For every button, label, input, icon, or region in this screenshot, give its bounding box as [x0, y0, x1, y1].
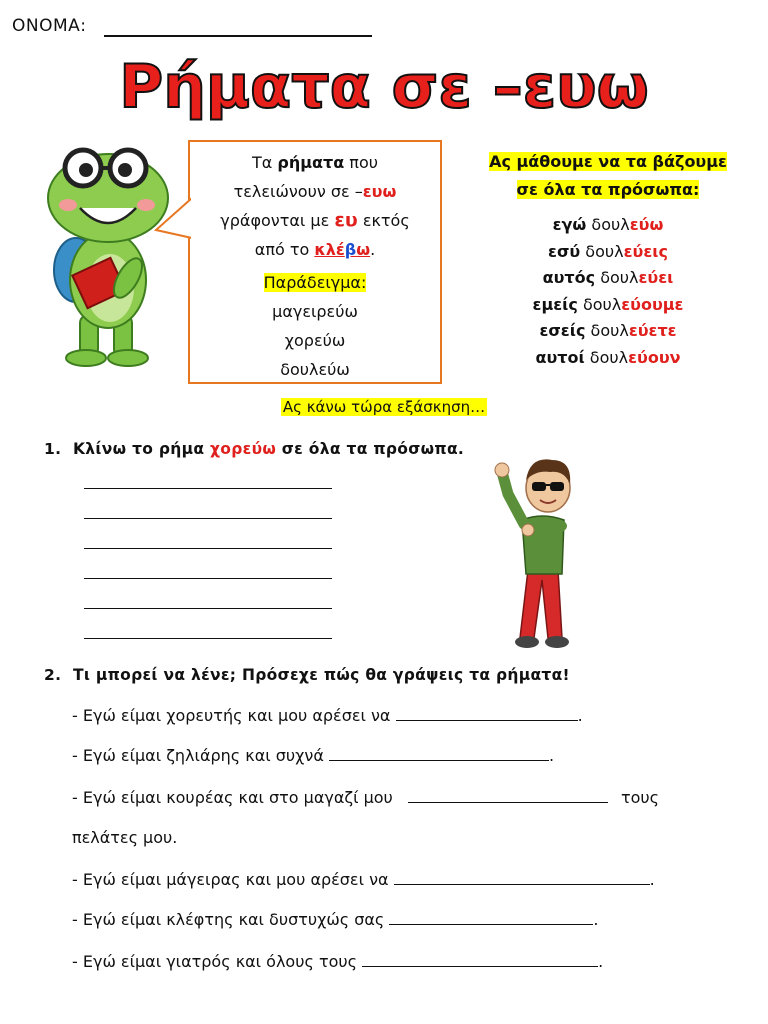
sentence-5	[72, 910, 599, 929]
heading-line: Ας μάθουμε να τα βάζουμε	[489, 152, 727, 171]
rule-exception	[314, 240, 370, 259]
ending: εύουμε	[621, 294, 684, 314]
rule-keyword: ρήματα	[277, 153, 345, 172]
pronoun: εσύ	[548, 241, 581, 261]
sentence-text: πελάτες μου.	[72, 828, 178, 847]
sentence-text: - Εγώ είμαι χορευτής και μου αρέσει να	[72, 706, 391, 725]
dancing-boy-illustration	[490, 450, 600, 650]
practice-label: Ας κάνω τώρα εξάσκηση…	[282, 398, 486, 416]
example-label-row	[190, 268, 440, 297]
example-item: δουλεύω	[280, 360, 350, 379]
example-item: χορεύω	[284, 331, 346, 350]
stem: δουλ	[585, 321, 629, 340]
rule-text: εκτός	[357, 211, 410, 230]
sentence-end: .	[548, 746, 555, 765]
exercise-text: Τι μπορεί να λένε; Πρόσεχε πώς θα γράψεις τα ρήματα!	[72, 666, 570, 684]
example-item: μαγειρεύω	[272, 302, 358, 321]
exercise-number: 2.	[44, 666, 62, 684]
rule-line-4	[190, 235, 440, 264]
rule-eu: ευ	[334, 209, 358, 231]
sentence-4	[72, 870, 655, 889]
conjugation-list	[458, 212, 758, 371]
sentence-1	[72, 706, 583, 725]
conjugation-row	[458, 345, 758, 372]
conjugation-row	[458, 212, 758, 239]
rule-line-1	[190, 148, 440, 177]
conjugation-heading	[458, 148, 758, 204]
rule-text: γράφονται με	[220, 211, 335, 230]
exercise-verb: χορεύω	[210, 440, 277, 458]
pronoun: εγώ	[552, 215, 587, 234]
answer-blank[interactable]	[396, 719, 578, 721]
sentence-text: - Εγώ είμαι κλέφτης και δυστυχώς σας	[72, 910, 385, 929]
answer-line[interactable]	[84, 518, 332, 519]
pronoun: αυτός	[542, 268, 596, 287]
pronoun: εμείς	[532, 294, 578, 314]
answer-blank[interactable]	[329, 759, 549, 761]
example-label: Παράδειγμα:	[263, 273, 367, 292]
ending: εύουν	[628, 347, 681, 367]
exercise-1-prompt	[44, 440, 464, 458]
exception-part: κλέ	[314, 240, 345, 259]
stem: δουλ	[586, 215, 630, 234]
conjugation-row	[458, 265, 758, 292]
sentence-end: .	[593, 910, 599, 929]
ending: εύετε	[628, 321, 677, 340]
conjugation-row	[458, 318, 758, 345]
rule-text: από το	[254, 240, 315, 259]
speech-tail	[154, 192, 194, 252]
stem: δουλ	[580, 241, 624, 261]
frog-illustration	[28, 140, 178, 370]
name-field-line[interactable]	[104, 35, 372, 37]
answer-blank[interactable]	[389, 923, 593, 925]
exception-letter: β	[344, 240, 357, 259]
rule-text: τελειώνουν σε –	[233, 182, 363, 201]
sentence-end: .	[577, 706, 583, 725]
page-title: Ρήματα σε –ευω	[119, 52, 649, 122]
ending: εύεις	[623, 241, 668, 261]
practice-banner	[0, 398, 768, 416]
sentence-text: - Εγώ είμαι κουρέας και στο μαγαζί μου	[72, 788, 393, 807]
name-label: ΟΝΟΜΑ:	[12, 16, 87, 36]
stem: δουλ	[577, 294, 622, 314]
sentence-2	[72, 746, 554, 765]
sentence-end: .	[649, 870, 655, 889]
sentence-end: τους	[621, 788, 660, 807]
answer-line[interactable]	[84, 488, 332, 489]
stem: δουλ	[595, 268, 639, 287]
rule-line-2	[190, 177, 440, 206]
answer-line[interactable]	[84, 608, 332, 609]
heading-line: σε όλα τα πρόσωπα	[516, 180, 694, 199]
stem: δουλ	[584, 347, 629, 367]
ending: εύει	[638, 268, 674, 287]
rule-box	[188, 140, 442, 384]
exercise-number: 1.	[44, 440, 62, 458]
exception-part: ω	[356, 240, 371, 259]
sentence-text: - Εγώ είμαι μάγειρας και μου αρέσει να	[72, 870, 389, 889]
sentence-text: - Εγώ είμαι ζηλιάρης και συχνά	[72, 746, 324, 765]
sentence-3	[72, 788, 659, 807]
pronoun: εσείς	[539, 321, 586, 340]
sentence-6	[72, 952, 603, 971]
answer-line[interactable]	[84, 578, 332, 579]
sentence-text: - Εγώ είμαι γιατρός και όλους τους	[72, 952, 358, 971]
answer-blank[interactable]	[362, 965, 598, 967]
ending: εύω	[629, 215, 664, 234]
exercise-2-prompt	[44, 666, 570, 684]
answer-blank[interactable]	[394, 883, 650, 885]
rule-ending: ευω	[362, 182, 397, 201]
rule-text: .	[370, 240, 376, 259]
rule-text: που	[344, 153, 378, 172]
heading-colon: :	[693, 180, 700, 199]
exercise-text: Κλίνω το ρήμα	[72, 440, 210, 458]
answer-line[interactable]	[84, 638, 332, 639]
pronoun: αυτοί	[535, 347, 585, 367]
sentence-end: .	[598, 952, 604, 971]
exercise-text: σε όλα τα πρόσωπα.	[276, 440, 465, 458]
answer-line[interactable]	[84, 548, 332, 549]
rule-text: Τα	[252, 153, 278, 172]
rule-line-3	[190, 206, 440, 235]
conjugation-row	[458, 239, 758, 266]
sentence-3-continuation	[72, 828, 177, 847]
conjugation-row	[458, 292, 758, 319]
answer-blank[interactable]	[408, 801, 608, 803]
